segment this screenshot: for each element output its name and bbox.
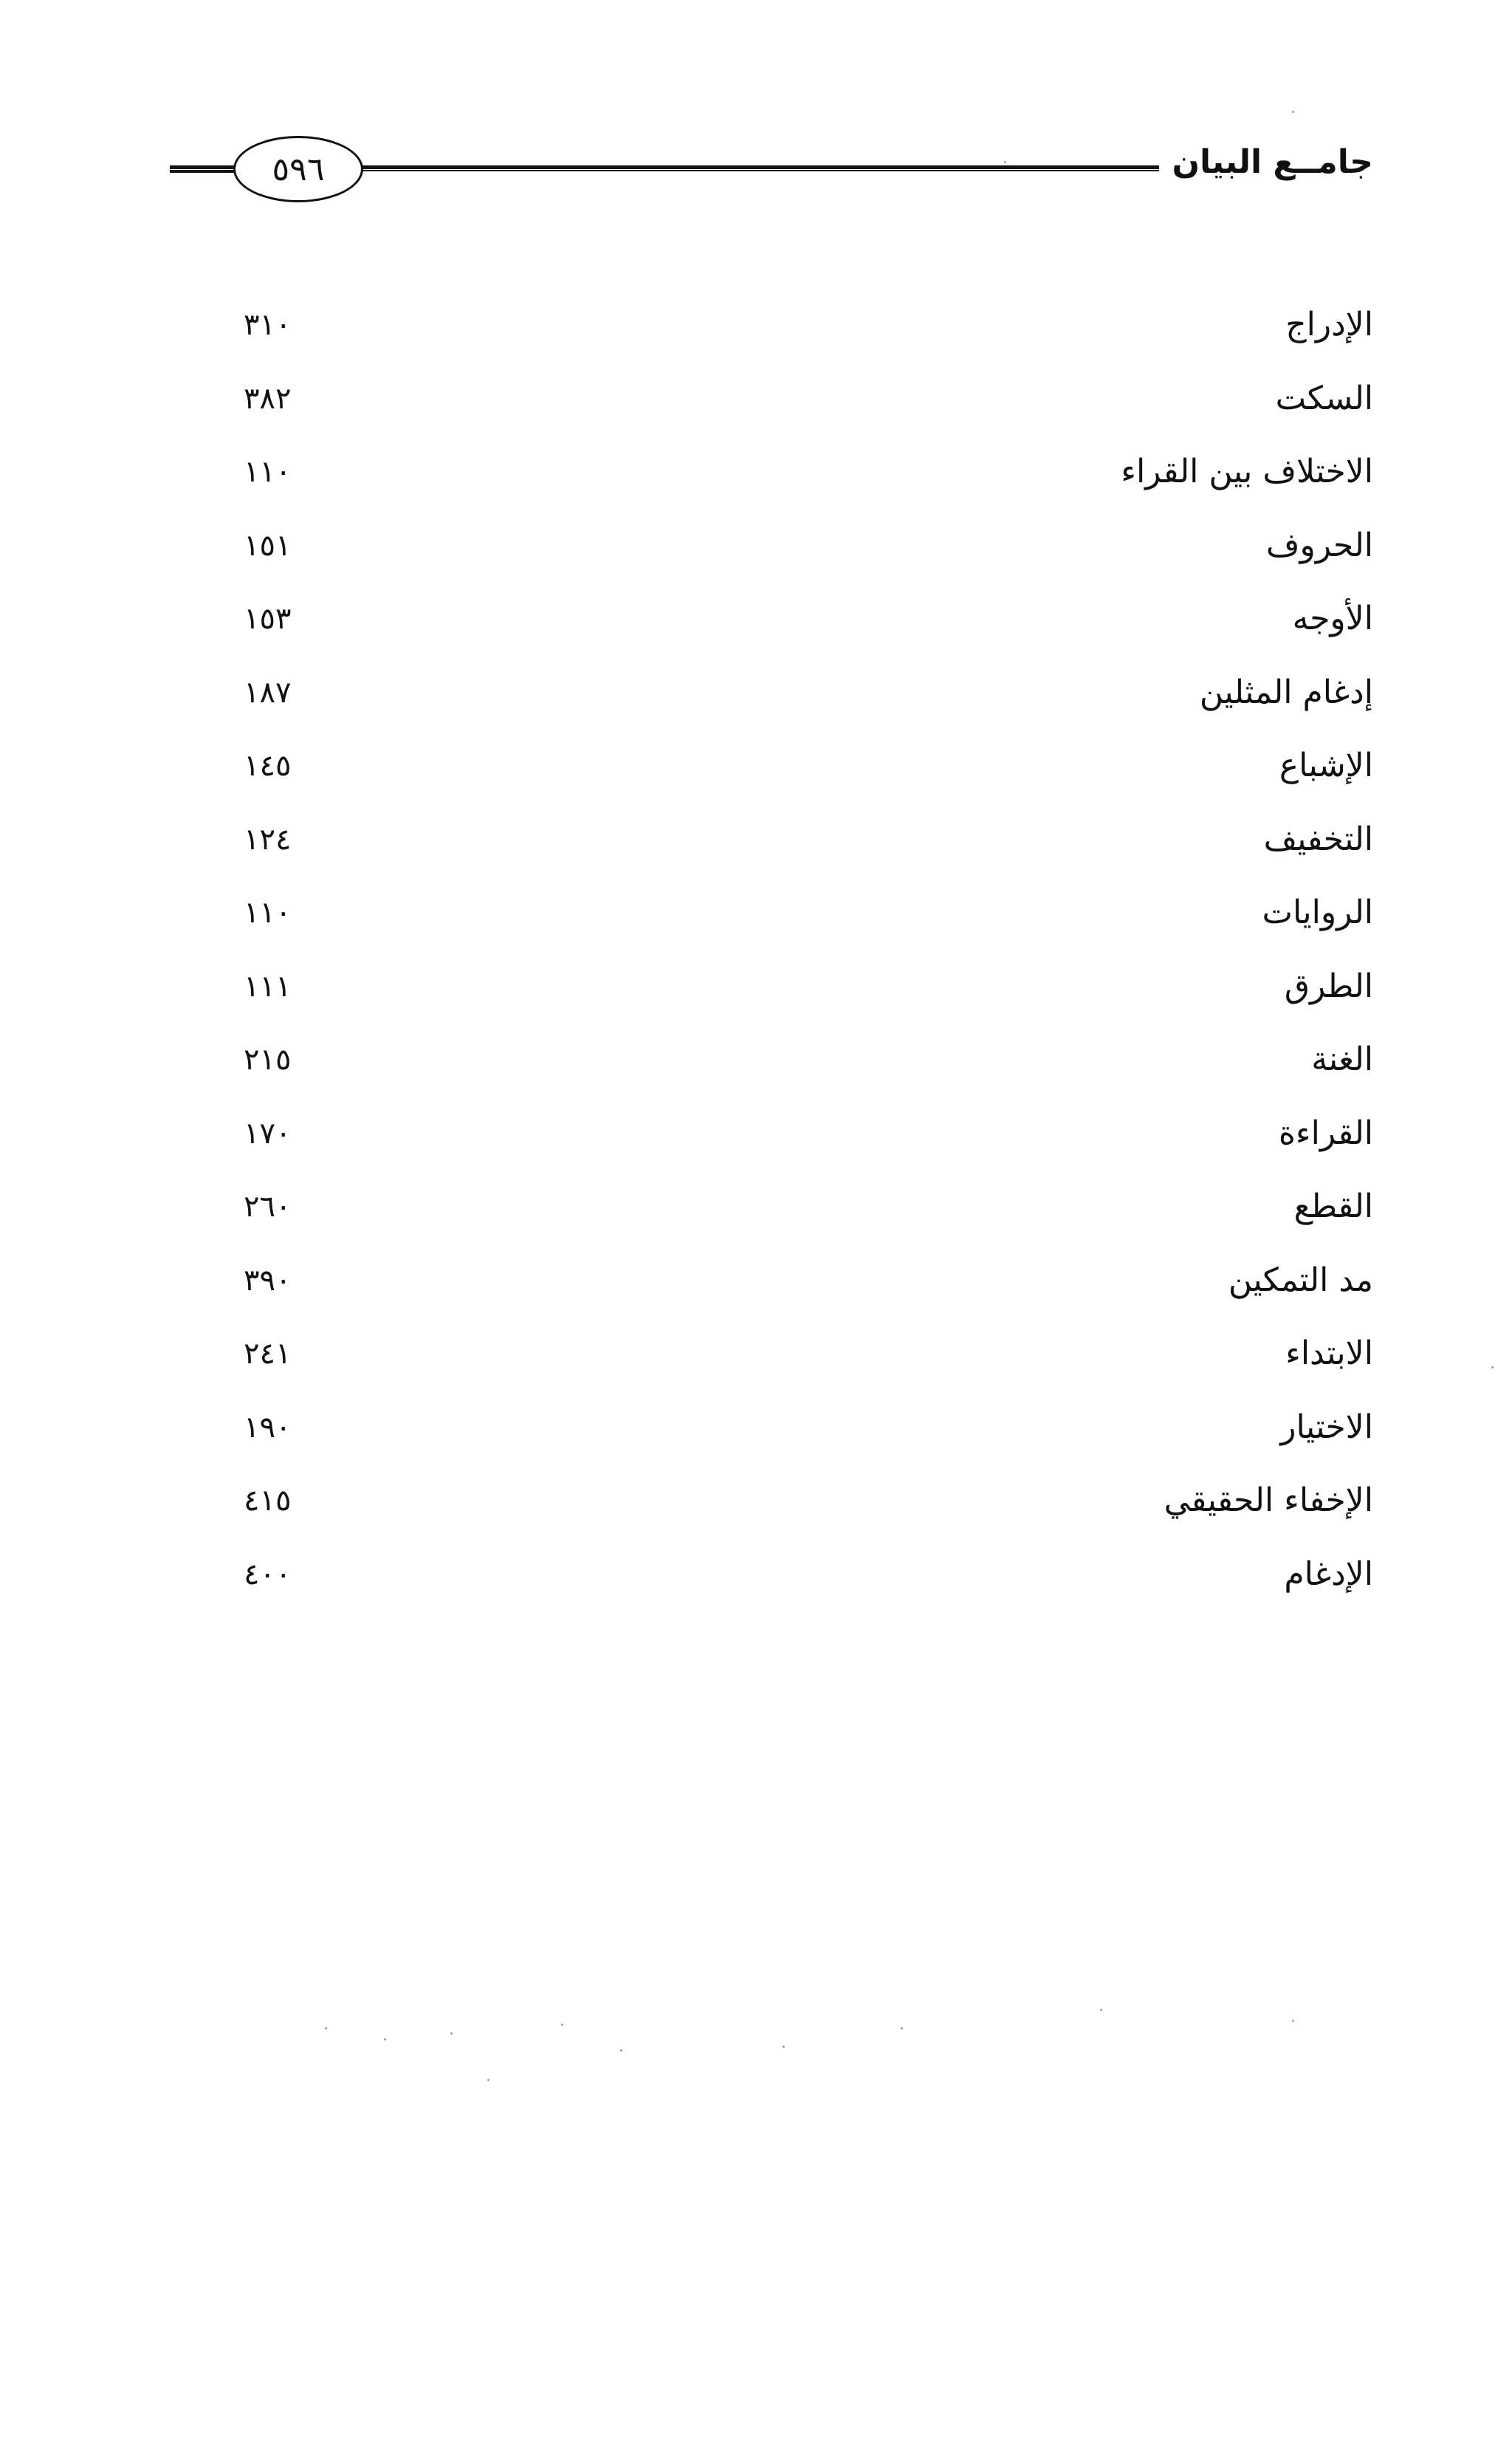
index-row — [244, 810, 1373, 884]
index-row — [244, 1398, 1373, 1472]
scan-speck — [783, 2046, 785, 2048]
scan-speck — [450, 2032, 453, 2035]
page-number-badge: ٥٩٦ — [233, 136, 363, 202]
index-page-number: ١٥٣ — [244, 602, 292, 636]
index-row — [244, 1324, 1373, 1398]
scan-speck — [1004, 161, 1006, 163]
index-page-number: ٢١٥ — [244, 1043, 292, 1077]
index-page-number: ٣٨٢ — [244, 381, 292, 416]
index-term: التخفيف — [1263, 820, 1373, 858]
index-row — [244, 1030, 1373, 1104]
index-term: إدغام المثلين — [1199, 673, 1373, 711]
index-row — [244, 369, 1373, 443]
scan-speck — [1292, 2020, 1294, 2022]
index-term: الإخفاء الحقيقي — [1164, 1481, 1373, 1519]
index-term: الغنة — [1311, 1041, 1373, 1078]
scan-speck — [620, 2049, 622, 2052]
index-term: الحروف — [1265, 526, 1373, 564]
index-row — [244, 883, 1373, 957]
index-row — [244, 1471, 1373, 1545]
index-row — [244, 1251, 1373, 1325]
scan-speck — [901, 2027, 903, 2029]
index-page-number: ١٧٠ — [244, 1116, 292, 1151]
index-page-number: ١٥١ — [244, 528, 292, 563]
scan-speck — [1100, 2009, 1102, 2011]
index-term: الروايات — [1262, 894, 1373, 931]
index-term: الإدغام — [1284, 1555, 1373, 1593]
index-row — [244, 295, 1373, 369]
index-page-number: ١٢٤ — [244, 822, 292, 857]
scan-speck — [384, 2038, 386, 2041]
scan-speck — [561, 2024, 563, 2026]
index-page-number: ١١٠ — [244, 896, 292, 930]
book-title: جامــع البيان — [1172, 143, 1373, 181]
index-row — [244, 1545, 1373, 1619]
index-row — [244, 663, 1373, 737]
index-page-number: ٤١٥ — [244, 1484, 292, 1518]
index-page-number: ١١٠ — [244, 455, 292, 489]
index-page-number: ٢٤١ — [244, 1337, 292, 1371]
index-row — [244, 442, 1373, 516]
scan-speck — [325, 2027, 327, 2029]
index-term: الاختيار — [1280, 1408, 1373, 1446]
index-term: الطرق — [1284, 967, 1373, 1005]
index-term: الإشباع — [1279, 747, 1373, 784]
scan-speck — [1491, 1366, 1494, 1368]
index-page-number: ١٨٧ — [244, 675, 292, 710]
index-row — [244, 1104, 1373, 1178]
index-row — [244, 516, 1373, 590]
index-term: مد التمكين — [1228, 1261, 1373, 1299]
index-page-number: ٤٠٠ — [244, 1557, 292, 1592]
index-page-number: ٢٦٠ — [244, 1190, 292, 1224]
index-term: الإدراج — [1285, 306, 1373, 343]
page-header — [170, 133, 1373, 214]
index-term: الأوجه — [1292, 600, 1373, 637]
index-page-number: ١٤٥ — [244, 749, 292, 783]
scan-speck — [1292, 111, 1294, 113]
scan-speck — [487, 2079, 489, 2081]
index-page-number: ٣١٠ — [244, 308, 292, 342]
index-row — [244, 736, 1373, 810]
index-term: القطع — [1293, 1188, 1373, 1225]
index-row — [244, 1177, 1373, 1251]
index-page-number: ١١١ — [244, 969, 292, 1004]
index-row — [244, 589, 1373, 663]
index-row — [244, 957, 1373, 1031]
index-term: الاختلاف بين القراء — [1121, 453, 1373, 490]
index-term: الابتداء — [1285, 1335, 1373, 1372]
index-page-number: ١٩٠ — [244, 1410, 292, 1445]
index-term: السكت — [1275, 379, 1373, 417]
index-list — [244, 295, 1373, 1618]
index-page-number: ٣٩٠ — [244, 1263, 292, 1298]
index-term: القراءة — [1278, 1114, 1373, 1152]
